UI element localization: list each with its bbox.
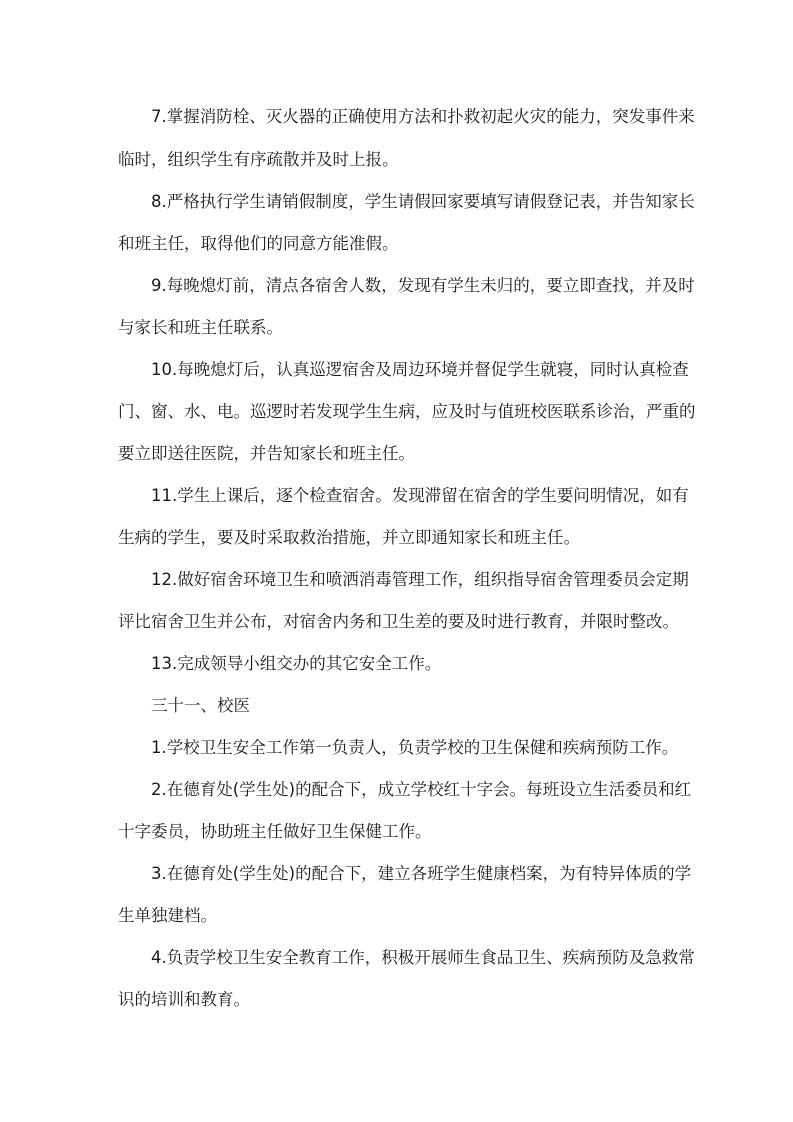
text-line: 识的培训和教育。 xyxy=(118,990,250,1009)
text-line: 12.做好宿舍环境卫生和喷洒消毒管理工作，组织指导宿舍管理委员会定期 xyxy=(151,570,689,589)
text-line: 生单独建档。 xyxy=(118,906,217,925)
text-line: 1.学校卫生安全工作第一负责人，负责学校的卫生保健和疾病预防工作。 xyxy=(151,738,679,757)
text-line: 门、窗、水、电。巡逻时若发现学生生病，应及时与值班校医联系诊治，严重的 xyxy=(118,402,696,421)
text-line: 9.每晚熄灯前，清点各宿舍人数，发现有学生未归的，要立即查找，并及时 xyxy=(151,276,695,295)
text-line: 2.在德育处(学生处)的配合下，成立学校红十字会。每班设立生活委员和红 xyxy=(151,780,692,799)
text-line: 8.严格执行学生请销假制度，学生请假回家要填写请假登记表，并告知家长 xyxy=(151,192,695,211)
text-line: 4.负责学校卫生安全教育工作，积极开展师生食品卫生、疾病预防及急救常 xyxy=(151,948,695,967)
text-line: 要立即送往医院，并告知家长和班主任。 xyxy=(118,444,415,463)
section-heading: 三十一、校医 xyxy=(151,696,250,715)
text-line: 临时，组织学生有序疏散并及时上报。 xyxy=(118,150,399,169)
text-line: 7.掌握消防栓、灭火器的正确使用方法和扑救初起火灾的能力，突发事件来 xyxy=(151,107,695,126)
text-line: 13.完成领导小组交办的其它安全工作。 xyxy=(151,654,442,673)
text-line: 3.在德育处(学生处)的配合下，建立各班学生健康档案，为有特异体质的学 xyxy=(151,864,692,883)
text-line: 10.每晚熄灯后，认真巡逻宿舍及周边环境并督促学生就寝，同时认真检查 xyxy=(151,360,689,379)
text-line: 和班主任，取得他们的同意方能准假。 xyxy=(118,234,399,253)
text-line: 与家长和班主任联系。 xyxy=(118,318,283,337)
text-line: 11.学生上课后，逐个检查宿舍。发现滞留在宿舍的学生要问明情况，如有 xyxy=(151,486,689,505)
text-line: 十字委员，协助班主任做好卫生保健工作。 xyxy=(118,822,432,841)
text-line: 生病的学生，要及时采取救治措施，并立即通知家长和班主任。 xyxy=(118,528,580,547)
text-line: 评比宿舍卫生并公布，对宿舍内务和卫生差的要及时进行教育，并限时整改。 xyxy=(118,612,679,631)
